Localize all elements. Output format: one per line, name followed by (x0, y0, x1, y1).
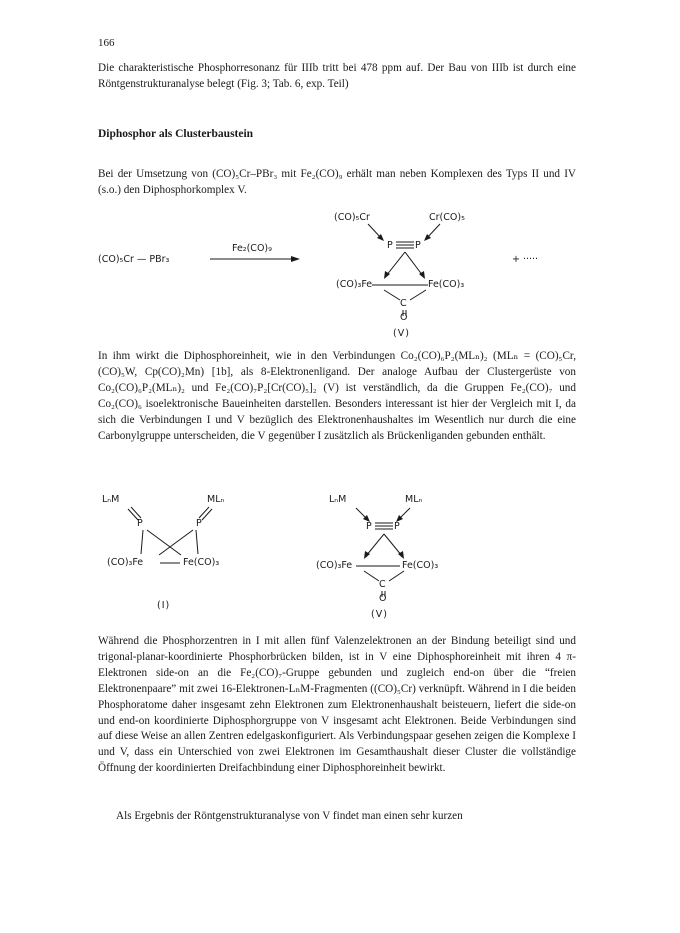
i-ml-left: LₙM (102, 494, 120, 505)
v-fe-left: (CO)₃Fe (316, 560, 353, 571)
paragraph-2: Bei der Umsetzung von (CO)₅Cr–PBr₃ mit Fe₂(CO)₉ erhält man neben Komplexen des Typs II und IV (s.o.) den Diphosphorkomplex V. (98, 168, 576, 196)
paragraph-4: Während die Phosphorzentren in I mit allen fünf Valenzelektronen an der Bindung beteiligt sind und trigonal-planar-koordinierte Phosphorbrücken bilden, ist in V eine Diphosphoreinheit mit ihren 4 π-Elektronen side-on an die Fe₂(CO)₇-Gruppe gebunden und zugleich end-on über die “freien Elektronenpaare” mit zwei 16-Elektronen-LₙM-Fragmenten ((CO)₅Cr) verknüpft. Während in I die beiden Phosphoratome daher insgesamt zehn Elektronen zum Elektronenhaushalt beisteuern, liefert die side-on und end-on koordinierte Diphosphorgruppe von V insgesamt acht Elektronen. Beide Verbindungen sind auf diese Weise an allen Zentren edelgaskonfiguriert. Als Verbindungspaar gesehen zeigen die Komplexe I und V, dass ein Unterschied von zwei Elektronen im Gesamthaushalt dieser Cluster die vollständige Öffnung der koordinierten Dreifachbindung einer Diphosphoreinheit bewirkt. (98, 635, 576, 775)
paragraph-3: In ihm wirkt die Diphosphoreinheit, wie in den Verbindungen Co₂(CO)₆P₂(MLₙ)₂ (MLₙ = (CO)₅Cr, (CO)₅W, Cp(CO)₂Mn) [1b], als 8-Elektronenligand. Der analoge Aufbau der Clustergerüste von Co₂(CO)₆P₂(MLₙ)₂ und Fe₂(CO)₇P₂[Cr(CO)₅]₂ (V) ist verständlich, da die Gruppen Fe₂(CO)₇ und Co₂(CO)₆ isoelektronische Baueinheiten darstellen. Besonders interessant ist hier der Vergleich mit I, da sich die Verbindungen I und V bezüglich des Elektronenhaushaltes im Wesentlich nur durch die eine Carbonylgruppe unterscheiden, die V gegenüber I zusätzlich als Brückenliganden gebunden enthält. (98, 350, 576, 442)
cr-left: (CO)₅Cr (334, 212, 370, 223)
i-p-left: P (137, 518, 143, 529)
fe-right: Fe(CO)₃ (428, 279, 465, 290)
v-p-right: P (394, 521, 400, 532)
o-atom: O (400, 312, 408, 323)
v-p-left: P (366, 521, 372, 532)
i-p-right: P (196, 518, 202, 529)
cr-right: Cr(CO)₅ (429, 212, 465, 223)
v-c-atom: C (379, 579, 386, 590)
v-o-atom: O (379, 593, 387, 604)
p-left: P (387, 240, 393, 251)
compound-label-v: (V) (393, 328, 410, 339)
paragraph-1: Die charakteristische Phosphorresonanz für IIIb tritt bei 478 ppm auf. Der Bau von IIIb ist durch eine Röntgenstrukturanalyse belegt (Fig. 3; Tab. 6, exp. Teil) (98, 62, 576, 90)
p-right: P (415, 240, 421, 251)
reactant: (CO)₅Cr — PBr₃ (98, 254, 170, 265)
v-ml-left: LₙM (329, 494, 347, 505)
i-fe-left: (CO)₃Fe (107, 557, 144, 568)
section-heading: Diphosphor als Clusterbaustein (98, 128, 254, 140)
compound-label-i: (I) (157, 600, 171, 611)
i-ml-right: MLₙ (207, 494, 225, 505)
fe-left: (CO)₃Fe (336, 279, 373, 290)
plus-sign: + ····· (512, 254, 539, 265)
compound-label-v-2: (V) (371, 609, 388, 620)
page-number: 166 (98, 37, 115, 49)
v-fe-right: Fe(CO)₃ (402, 560, 439, 571)
reagent: Fe₂(CO)₉ (232, 243, 272, 254)
paragraph-5: Als Ergebnis der Röntgenstrukturanalyse von V findet man einen sehr kurzen (116, 810, 463, 822)
c-atom: C (400, 298, 407, 309)
i-fe-right: Fe(CO)₃ (183, 557, 220, 568)
v-ml-right: MLₙ (405, 494, 423, 505)
